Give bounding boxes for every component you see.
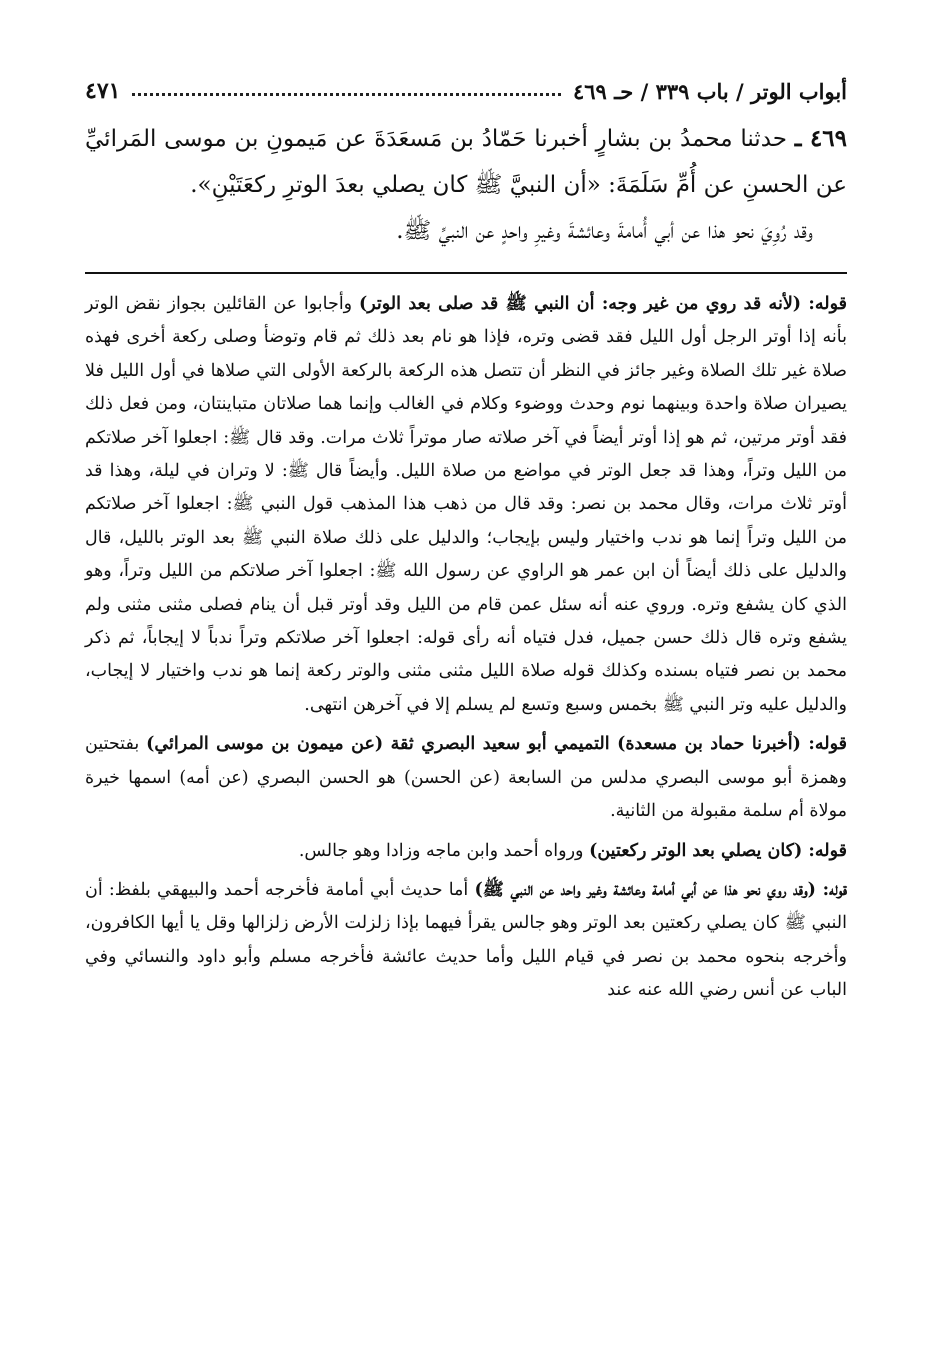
- hadith-main: [85, 116, 847, 208]
- commentary-paragraph: [85, 288, 847, 722]
- commentary-paragraph: [85, 835, 847, 868]
- separator-rule: [85, 272, 847, 274]
- commentary-paragraph: [85, 874, 847, 1008]
- commentary-text: وأجابوا عن القائلين بجواز نقض الوتر بأنه إذا أوتر الرجل أول الليل فقد قضى وتره، فإذا هو نام بعد ذلك ثم قام وتوضأ وصلى ركعة أخرى فهذه صلاة غير تلك الصلاة وغير جائز في النظر أن تتصل هذه الركعة بالركعة الأولى التي صلاها في أول الليل فلا يصيران صلاة واحدة وبينهما نوم وحدث ووضوء وكلام في الغالب وإنما هما صلاتان متباينتان، ومن فعل ذلك فقد أوتر مرتين، ثم هو إذا أوتر أيضاً في آخر صلاته صار موتراً ثلاث مرات. وقد قال ﷺ: اجعلوا آخر صلاتكم من الليل وتراً، وهذا قد جعل الوتر في مواضع من صلاة الليل. وأيضاً قال ﷺ: لا وتران في ليلة، وهذا قد أوتر ثلاث مرات، وقال محمد بن نصر: وقد قال من ذهب هذا المذهب قول النبي ﷺ: اجعلوا آخر صلاتكم من الليل وتراً إنما هو ندب واختيار وليس بإيجاب؛ والدليل على ذلك صلاة النبي ﷺ بعد الوتر بالليل، قال والدليل على ذلك أيضاً أن ابن عمر هو الراوي عن رسول الله ﷺ: اجعلوا آخر صلاتكم من الليل وتراً، وهو الذي كان يشفع وتره. وروي عنه أنه سئل عمن قام من الليل وقد أوتر قبل أن ينام فصلى مثنى مثنى ولم يشفع وتره قال ذلك حسن جميل، فدل فتياه أنه رأى قوله: اجعلوا آخر صلاتكم وتراً ندباً لا إيجاباً، ثم ذكر محمد بن نصر فتياه بسنده وكذلك قوله صلاة الليل مثنى مثنى والوتر ركعة إنما هو ندب واختيار لا إيجاب، والدليل عليه وتر النبي ﷺ بخمس وسبع وتسع لم يسلم إلا في آخرهن انتهى.: [85, 294, 847, 715]
- hadith-text-block: [85, 116, 847, 254]
- commentary-text: أما حديث أبي أمامة فأخرجه أحمد والبيهقي بلفظ: أن النبي ﷺ كان يصلي ركعتين بعد الوتر وهو جالس يقرأ فيهما بإذا زلزلت الأرض زلزالها وقل يا أيها الكافرون، وأخرجه بنحوه محمد بن نصر في قيام الليل وأما حديث عائشة فأخرجه مسلم وأبو داود والنسائي وفي الباب عن أنس رضي الله عنه عند: [85, 879, 847, 1001]
- commentary-block: [85, 288, 847, 1008]
- book-page: [85, 58, 847, 1014]
- commentary-lead: قوله: (وقد روي نحو هذا عن أبي أمامة وعائشة وغير واحد عن النبي ﷺ): [474, 879, 848, 900]
- commentary-lead: قوله: (أخبرنا حماد بن مسعدة) التميمي أبو سعيد البصري ثقة (عن ميمون بن موسى المرائي): [146, 734, 847, 755]
- hadith-number: ٤٦٩ ـ: [794, 125, 847, 152]
- hadith-note: وقد رُوِيَ نحو هذا عن أبي أُمامةَ وعائشةَ وغيرِ واحدٍ عن النبيِّ ﷺ.: [396, 218, 813, 244]
- hadith-body: حدثنا محمدُ بن بشارٍ أخبرنا حَمّادُ بن مَسعَدَةَ عن مَيمونِ بن موسى المَرائيِّ عن الحسنِ عن أُمِّ سَلَمَةَ: «أن النبيَّ ﷺ كان يصلي بعدَ الوترِ ركعَتَيْنِ».: [85, 126, 847, 198]
- commentary-lead: قوله: (كان يصلي بعد الوتر ركعتين): [589, 840, 847, 861]
- commentary-text: ورواه أحمد وابن ماجه وزادا وهو جالس.: [298, 840, 590, 861]
- running-title: أبواب الوتر / باب ٣٣٩ / حـ ٤٦٩: [572, 79, 847, 104]
- commentary-paragraph: [85, 728, 847, 828]
- commentary-text: بفتحتين وهمزة أبو موسى البصري مدلس من السابعة (عن الحسن) هو الحسن البصري (عن أمه) اسمها خيرة مولاة أم سلمة مقبولة من الثانية.: [85, 734, 847, 822]
- page-number: ٤٧١: [85, 78, 121, 104]
- running-header: [85, 58, 847, 102]
- commentary-lead: قوله: (لأنه قد روي من غير وجه: أن النبي ﷺ قد صلى بعد الوتر): [358, 294, 847, 314]
- dotted-leader: [132, 93, 561, 96]
